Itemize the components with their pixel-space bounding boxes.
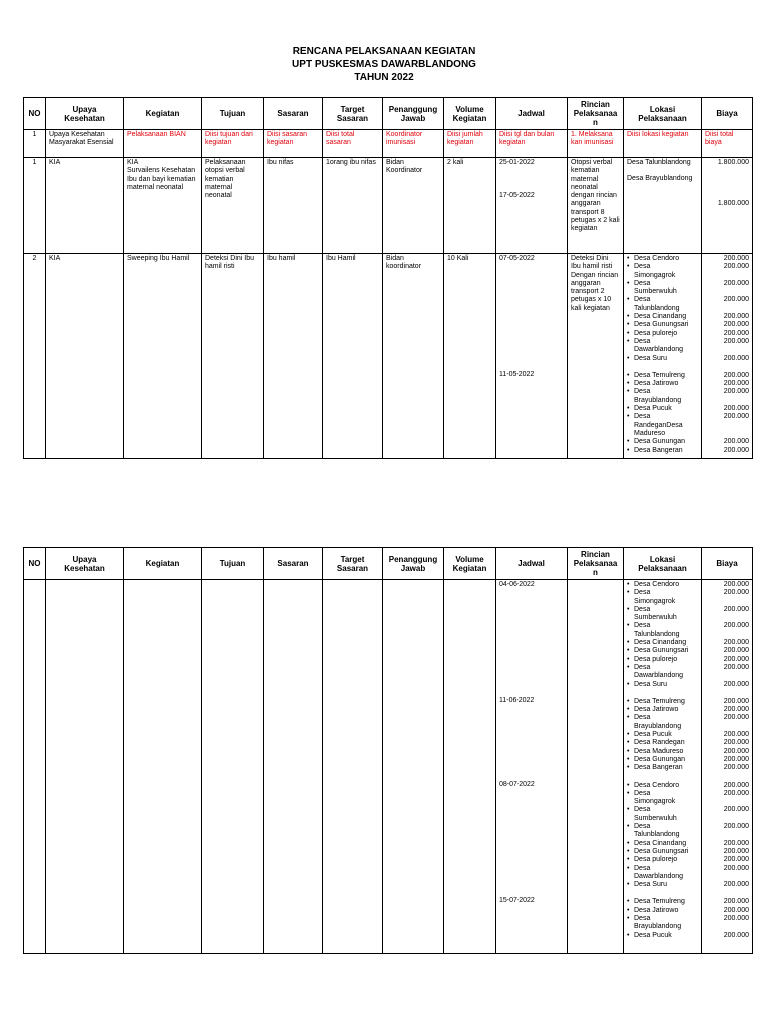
jadwal-date: 11-05-2022 — [499, 371, 535, 379]
cell-upaya: Upaya Kesehatan Masyarakat Esensial — [46, 130, 124, 158]
biaya-values: 200.000 200.000 200.000 200.000 200.000 200.000 200.000 200.000 200.000 — [723, 255, 749, 362]
header-pj: Penanggung Jawab — [383, 98, 444, 130]
cell-sasaran: Ibu hamil — [264, 254, 323, 459]
cell-tujuan: Diisi tujuan dari kegiatan — [202, 130, 264, 158]
header-no: NO — [24, 98, 46, 130]
cell-biaya — [702, 254, 753, 459]
cell-rincian: Deteksi Dini Ibu hamil risti Dengan rincian anggaran transport 2 petugas x 10 kali kegiatan — [568, 254, 624, 459]
header-pj: Penanggung Jawab — [383, 548, 444, 580]
cell-kegiatan — [124, 580, 202, 954]
cell-tujuan: Deteksi Dini Ibu hamil risti — [202, 254, 264, 459]
lokasi-item: • Desa Dawarblandong — [627, 338, 698, 355]
header-target: Target Sasaran — [323, 98, 383, 130]
plan-table-page-1 — [23, 97, 753, 459]
lokasi-item: • Desa pulorejo — [627, 856, 698, 864]
lokasi-item: • Desa Cinandang — [627, 313, 698, 321]
lokasi-text: Desa Brayublandong — [627, 175, 693, 183]
lokasi-item: • Desa Jatirowo — [627, 907, 698, 915]
lokasi-item: • Desa pulorejo — [627, 330, 698, 338]
lokasi-item: • Desa Brayublandong — [627, 714, 698, 731]
lokasi-item: • Desa Simongagrok — [627, 790, 698, 807]
cell-volume: Diisi jumlah kegiatan — [444, 130, 496, 158]
header-biaya: Biaya — [702, 548, 753, 580]
cell-tujuan: Pelaksanaan otopsi verbal kematian maternal neonatal — [202, 158, 264, 254]
cell-tujuan — [202, 580, 264, 954]
lokasi-item: • Desa Temulreng — [627, 898, 698, 906]
cell-lokasi — [624, 158, 702, 254]
header-tujuan: Tujuan — [202, 548, 264, 580]
cell-no: 2 — [24, 254, 46, 459]
cell-pj — [383, 580, 444, 954]
cell-upaya — [46, 580, 124, 954]
cell-biaya: Diisi total biaya — [702, 130, 753, 158]
lokasi-item: • Desa Jatirowo — [627, 380, 698, 388]
lokasi-list — [627, 372, 698, 455]
header-target: Target Sasaran — [323, 548, 383, 580]
cell-no: 1 — [24, 158, 46, 254]
header-row — [24, 548, 753, 580]
lokasi-item: • Desa Brayublandong — [627, 915, 698, 932]
cell-jadwal — [496, 580, 568, 954]
lokasi-item: • Desa Temulreng — [627, 372, 698, 380]
lokasi-item: • Desa Pucuk — [627, 932, 698, 940]
lokasi-item: • Desa Suru — [627, 681, 698, 689]
lokasi-item: • Desa Cendoro — [627, 782, 698, 790]
lokasi-item: • Desa Dawarblandong — [627, 664, 698, 681]
lokasi-item: • Desa Talunblandong — [627, 622, 698, 639]
lokasi-item: • Desa Pucuk — [627, 731, 698, 739]
jadwal-date: 15-07-2022 — [499, 896, 535, 904]
document-title — [0, 45, 768, 84]
cell-target — [323, 580, 383, 954]
lokasi-item: • Desa Gunungan — [627, 438, 698, 446]
cell-lokasi — [624, 254, 702, 459]
header-lokasi: Lokasi Pelaksanaan — [624, 548, 702, 580]
biaya-values: 200.000 200.000 200.000 200.000 200.000 200.000 200.000 200.000 — [723, 697, 749, 772]
header-rincian: Rincian Pelaksanaa n — [568, 548, 624, 580]
cell-jadwal — [496, 254, 568, 459]
biaya-values: 200.000 200.000 200.000 200.000 200.000 200.000 200.000 200.000 200.000 — [723, 581, 749, 688]
cell-sasaran: Diisi sasaran kegiatan — [264, 130, 323, 158]
cell-rincian: 1. Melaksana kan imunisasi — [568, 130, 624, 158]
lokasi-item: • Desa Cendoro — [627, 255, 698, 263]
jadwal-date: 04-06-2022 — [499, 581, 535, 588]
cell-rincian: Otopsi verbal kematian maternal neonatal dengan rincian anggaran transport 8 petugas x 2 kali kegiatan — [568, 158, 624, 254]
lokasi-item: • Desa Cinandang — [627, 639, 698, 647]
lokasi-item: • Desa Cendoro — [627, 581, 698, 589]
title-line-3: TAHUN 2022 — [354, 72, 414, 83]
biaya-values: 200.000 200.000 200.000 200.000 200.000 200.000 200.000 — [723, 371, 749, 454]
jadwal-date: 11-06-2022 — [499, 697, 535, 705]
header-upaya: Upaya Kesehatan — [46, 548, 124, 580]
header-jadwal: Jadwal — [496, 98, 568, 130]
jadwal-date: 17-05-2022 — [499, 192, 535, 200]
table-row-1 — [24, 158, 753, 254]
lokasi-item: • Desa pulorejo — [627, 656, 698, 664]
cell-kegiatan: Sweeping Ibu Hamil — [124, 254, 202, 459]
lokasi-item: • Desa Suru — [627, 355, 698, 363]
cell-pj: Bidan Koordinator — [383, 158, 444, 254]
header-kegiatan: Kegiatan — [124, 548, 202, 580]
cell-kegiatan: Pelaksanaan BIAN — [124, 130, 202, 158]
cell-rincian — [568, 580, 624, 954]
lokasi-item: • Desa Simongagrok — [627, 263, 698, 280]
title-line-2: UPT PUSKESMAS DAWARBLANDONG — [292, 59, 476, 70]
lokasi-item: • Desa Dawarblandong — [627, 865, 698, 882]
cell-volume — [444, 580, 496, 954]
jadwal-date: 07-05-2022 — [499, 255, 535, 262]
cell-volume: 2 kali — [444, 158, 496, 254]
lokasi-item: • Desa Sumberwuluh — [627, 280, 698, 297]
header-kegiatan: Kegiatan — [124, 98, 202, 130]
header-sasaran: Sasaran — [264, 548, 323, 580]
cell-pj: Koordinator imunisasi — [383, 130, 444, 158]
title-line-1: RENCANA PELAKSANAAN KEGIATAN — [292, 46, 476, 57]
header-lokasi: Lokasi Pelaksanaan — [624, 98, 702, 130]
cell-lokasi: Diisi lokasi kegiatan — [624, 130, 702, 158]
cell-no: 1 — [24, 130, 46, 158]
biaya-values: 200.000 200.000 200.000 200.000 200.000 200.000 200.000 200.000 200.000 — [723, 781, 749, 889]
lokasi-item: • Desa Gunungan — [627, 756, 698, 764]
plan-table-page-2 — [23, 547, 753, 954]
lokasi-item: • Desa Madureso — [627, 748, 698, 756]
lokasi-list — [627, 581, 698, 689]
cell-jadwal: Diisi tgl dan bulan kegiatan — [496, 130, 568, 158]
biaya-values: 200.000 200.000 200.000 200.000 — [723, 898, 749, 939]
header-rincian: Rincian Pelaksanaa n — [568, 98, 624, 130]
lokasi-item: • Desa Pucuk — [627, 405, 698, 413]
header-sasaran: Sasaran — [264, 98, 323, 130]
lokasi-item: • Desa Gunungsari — [627, 647, 698, 655]
lokasi-item: • Desa Gunungsari — [627, 848, 698, 856]
lokasi-item: • Desa Sumberwuluh — [627, 606, 698, 623]
cell-lokasi — [624, 580, 702, 954]
lokasi-item: • Desa Talunblandong — [627, 823, 698, 840]
cell-jadwal — [496, 158, 568, 254]
lokasi-item: • Desa Cinandang — [627, 840, 698, 848]
lokasi-item: • Desa Talunblandong — [627, 296, 698, 313]
header-upaya: Upaya Kesehatan — [46, 98, 124, 130]
cell-kegiatan: KIA Survailens Kesehatan Ibu dan bayi kematian maternal neonatal — [124, 158, 202, 254]
lokasi-text: Desa Talunblandong — [627, 159, 691, 166]
header-volume: Volume Kegiatan — [444, 98, 496, 130]
lokasi-item: • Desa Suru — [627, 881, 698, 889]
cell-target: Diisi total sasaran — [323, 130, 383, 158]
cell-no — [24, 580, 46, 954]
cell-target: 1orang ibu nifas — [323, 158, 383, 254]
lokasi-item: • Desa Temulreng — [627, 698, 698, 706]
lokasi-item: • Desa Randegan — [627, 739, 698, 747]
biaya-value: 1.800.000 — [717, 159, 749, 166]
lokasi-list — [627, 898, 698, 939]
cell-pj: Bidan koordinator — [383, 254, 444, 459]
cell-upaya: KIA — [46, 158, 124, 254]
lokasi-item: • Desa Simongagrok — [627, 589, 698, 606]
lokasi-item: • Desa Gunungsari — [627, 321, 698, 329]
header-row — [24, 98, 753, 130]
cell-biaya — [702, 580, 753, 954]
lokasi-item: • Desa RandeganDesa Madureso — [627, 413, 698, 438]
cell-upaya: KIA — [46, 254, 124, 459]
header-biaya: Biaya — [702, 98, 753, 130]
lokasi-item: • Desa Bangeran — [627, 447, 698, 455]
lokasi-item: • Desa Brayublandong — [627, 388, 698, 405]
jadwal-date: 08-07-2022 — [499, 780, 535, 788]
table-row-continued — [24, 580, 753, 954]
table-row-template — [24, 130, 753, 158]
lokasi-item: • Desa Jatirowo — [627, 706, 698, 714]
lokasi-item: • Desa Bangeran — [627, 764, 698, 772]
cell-sasaran: Ibu nifas — [264, 158, 323, 254]
lokasi-item: • Desa Sumberwuluh — [627, 806, 698, 823]
header-no: NO — [24, 548, 46, 580]
cell-target: Ibu Hamil — [323, 254, 383, 459]
biaya-value: 1.800.000 — [717, 200, 749, 208]
header-volume: Volume Kegiatan — [444, 548, 496, 580]
lokasi-list — [627, 698, 698, 773]
jadwal-date: 25-01-2022 — [499, 159, 535, 166]
header-tujuan: Tujuan — [202, 98, 264, 130]
lokasi-list — [627, 255, 698, 363]
lokasi-list — [627, 782, 698, 890]
table-row-2 — [24, 254, 753, 459]
cell-volume: 10 Kali — [444, 254, 496, 459]
cell-biaya — [702, 158, 753, 254]
header-jadwal: Jadwal — [496, 548, 568, 580]
cell-sasaran — [264, 580, 323, 954]
